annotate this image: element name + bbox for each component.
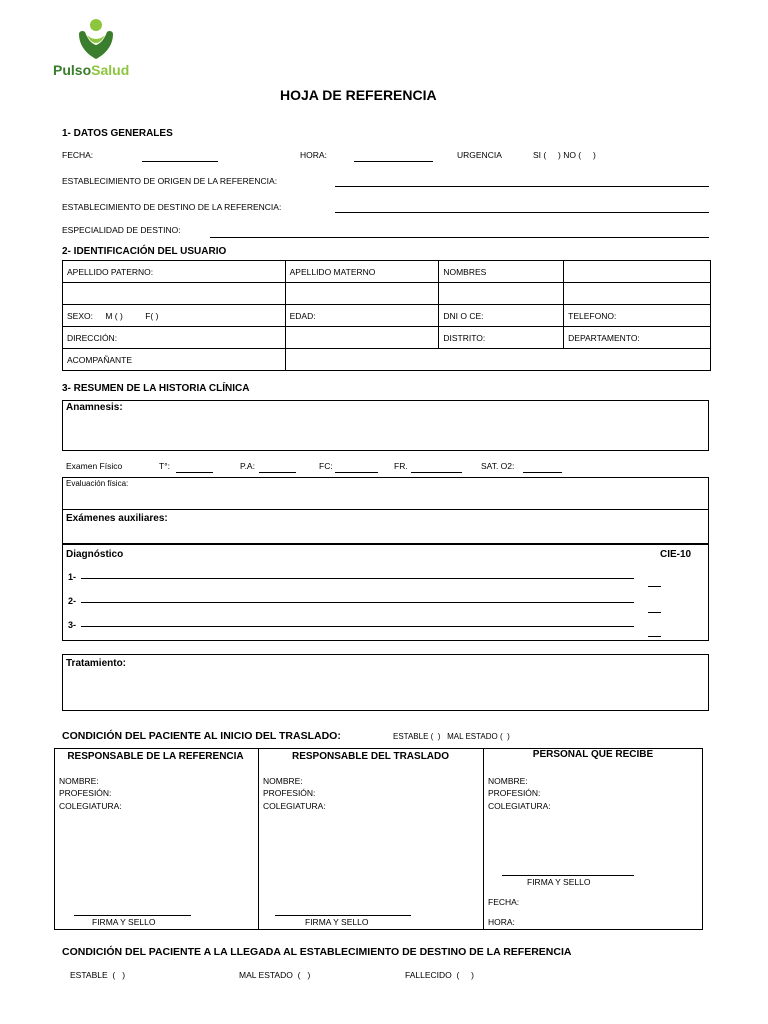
destino-field[interactable] xyxy=(335,212,709,213)
condicion-inicio-options[interactable]: ESTABLE ( ) MAL ESTADO ( ) xyxy=(393,732,510,741)
col3-profesion: PROFESIÓN: xyxy=(488,788,541,798)
sexo-label: SEXO: xyxy=(67,310,93,321)
temperatura-label: T°: xyxy=(159,461,170,471)
usuario-table xyxy=(62,260,711,371)
urgencia-no[interactable]: ) NO ( xyxy=(558,150,582,160)
col2-nombre: NOMBRE: xyxy=(263,776,303,786)
cie-1-field[interactable] xyxy=(648,586,661,587)
condicion-llegada-heading: CONDICIÓN DEL PACIENTE A LA LLEGADA AL ESTABLECIMIENTO DE DESTINO DE LA REFERENCIA xyxy=(62,946,572,958)
especialidad-label: ESPECIALIDAD DE DESTINO: xyxy=(62,225,181,235)
origen-field[interactable] xyxy=(335,186,709,187)
anamnesis-label: Anamnesis: xyxy=(66,402,123,413)
especialidad-field[interactable] xyxy=(210,237,709,238)
col1-colegiatura: COLEGIATURA: xyxy=(59,801,122,811)
page-title: HOJA DE REFERENCIA xyxy=(280,87,437,103)
direccion-label[interactable]: DIRECCIÓN: xyxy=(63,327,286,349)
col1-firma-label: FIRMA Y SELLO xyxy=(92,917,156,927)
diagnostico-box xyxy=(62,543,709,641)
fc-field[interactable] xyxy=(335,472,378,473)
col3-header: PERSONAL QUE RECIBE xyxy=(532,749,654,760)
col2-firma-label: FIRMA Y SELLO xyxy=(305,917,369,927)
heart-person-icon xyxy=(76,18,116,60)
hora-field[interactable] xyxy=(354,161,433,162)
diagnostico-2-field[interactable] xyxy=(81,602,634,603)
diagnostico-3-label: 3- xyxy=(68,620,77,630)
distrito-label[interactable]: DISTRITO: xyxy=(439,327,564,349)
evaluacion-box[interactable] xyxy=(62,477,709,510)
condicion-inicio-heading: CONDICIÓN DEL PACIENTE AL INICIO DEL TRASLADO: xyxy=(62,730,341,742)
tratamiento-label: Tratamiento: xyxy=(66,658,127,669)
col2-profesion: PROFESIÓN: xyxy=(263,788,316,798)
fecha-label: FECHA: xyxy=(62,150,94,160)
nombres-label: NOMBRES xyxy=(439,261,564,283)
nombres-field[interactable] xyxy=(439,283,564,305)
tratamiento-box[interactable] xyxy=(62,654,709,711)
sat-label: SAT. O2: xyxy=(481,461,515,471)
acompanante-label: ACOMPAÑANTE xyxy=(63,349,286,371)
extra-cell[interactable] xyxy=(564,261,711,283)
llegada-fallecido[interactable]: FALLECIDO ( ) xyxy=(405,970,474,980)
origen-label: ESTABLECIMIENTO DE ORIGEN DE LA REFERENCIA: xyxy=(62,176,278,186)
col3-firma-label: FIRMA Y SELLO xyxy=(527,877,591,887)
col2-header: RESPONSABLE DEL TRASLADO xyxy=(291,751,450,762)
diagnostico-3-field[interactable] xyxy=(81,626,634,627)
fr-label: FR. xyxy=(394,461,408,471)
sat-field[interactable] xyxy=(523,472,562,473)
logo-text-pulso: Pulso xyxy=(53,62,92,78)
apellido-paterno-label: APELLIDO PATERNO: xyxy=(63,261,286,283)
diagnostico-1-field[interactable] xyxy=(81,578,634,579)
acompanante-field[interactable] xyxy=(285,349,710,371)
hora-label: HORA: xyxy=(300,150,327,160)
responsables-table xyxy=(54,748,703,930)
diagnostico-1-label: 1- xyxy=(68,572,77,582)
examen-fisico-label: Examen Físico xyxy=(66,461,123,471)
sexo-f[interactable]: F( ) xyxy=(145,310,159,321)
col3-colegiatura: COLEGIATURA: xyxy=(488,801,551,811)
col2-firma-line[interactable] xyxy=(275,915,411,916)
diagnostico-2-label: 2- xyxy=(68,596,77,606)
fecha-field[interactable] xyxy=(142,161,218,162)
temperatura-field[interactable] xyxy=(176,472,213,473)
logo-text-salud: Salud xyxy=(91,62,130,78)
urgencia-si[interactable]: SI ( xyxy=(533,150,547,160)
apellido-materno-field[interactable] xyxy=(285,283,439,305)
llegada-mal-estado[interactable]: MAL ESTADO ( ) xyxy=(239,970,311,980)
extra-field[interactable] xyxy=(564,283,711,305)
col2-colegiatura: COLEGIATURA: xyxy=(263,801,326,811)
evaluacion-label: Evaluación física: xyxy=(66,479,129,488)
llegada-estable[interactable]: ESTABLE ( ) xyxy=(70,970,126,980)
urgencia-no-close: ) xyxy=(593,150,596,160)
cie-3-field[interactable] xyxy=(648,636,661,637)
logo xyxy=(52,18,142,80)
col1-nombre: NOMBRE: xyxy=(59,776,99,786)
section-3-heading: 3- RESUMEN DE LA HISTORIA CLÍNICA xyxy=(62,383,250,394)
apellido-paterno-field[interactable] xyxy=(63,283,286,305)
apellido-materno-label: APELLIDO MATERNO xyxy=(285,261,439,283)
section-1-heading: 1- DATOS GENERALES xyxy=(62,128,173,139)
pa-field[interactable] xyxy=(259,472,296,473)
urgencia-label: URGENCIA xyxy=(457,150,502,160)
diagnostico-label: Diagnóstico xyxy=(66,549,124,560)
fc-label: FC: xyxy=(319,461,333,471)
col3-hora[interactable]: HORA: xyxy=(488,917,515,927)
cie-label: CIE-10 xyxy=(660,549,692,560)
col3-nombre: NOMBRE: xyxy=(488,776,528,786)
anamnesis-box[interactable] xyxy=(62,400,709,451)
examenes-box[interactable] xyxy=(62,509,709,544)
col3-fecha[interactable]: FECHA: xyxy=(488,897,520,907)
sexo-m[interactable]: M ( ) xyxy=(105,310,123,321)
dni-label[interactable]: DNI O CE: xyxy=(439,305,564,327)
edad-label[interactable]: EDAD: xyxy=(285,305,439,327)
departamento-label[interactable]: DEPARTAMENTO: xyxy=(564,327,711,349)
col1-profesion: PROFESIÓN: xyxy=(59,788,112,798)
telefono-label[interactable]: TELEFONO: xyxy=(564,305,711,327)
destino-label: ESTABLECIMIENTO DE DESTINO DE LA REFERENCIA: xyxy=(62,202,282,212)
fr-field[interactable] xyxy=(411,472,462,473)
section-2-heading: 2- IDENTIFICACIÓN DEL USUARIO xyxy=(62,246,227,257)
col1-header: RESPONSABLE DE LA REFERENCIA xyxy=(67,751,244,762)
direccion-field[interactable] xyxy=(285,327,439,349)
examenes-label: Exámenes auxiliares: xyxy=(66,513,168,524)
pa-label: P.A: xyxy=(240,461,255,471)
cie-2-field[interactable] xyxy=(648,612,661,613)
sexo-cell[interactable] xyxy=(63,305,286,327)
col1-firma-line[interactable] xyxy=(74,915,191,916)
col3-firma-line[interactable] xyxy=(502,875,634,876)
